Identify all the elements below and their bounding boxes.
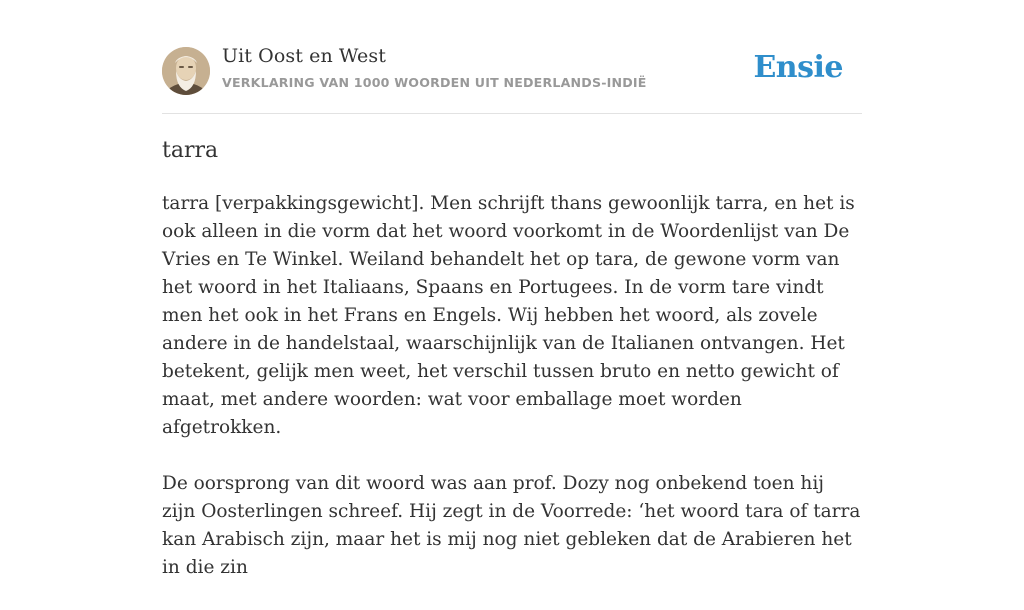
page (162, 0, 862, 578)
source-title[interactable]: Uit Oost en West (222, 45, 386, 67)
entry-content (162, 190, 862, 610)
source-header (162, 0, 862, 114)
portrait-icon[interactable] (162, 47, 210, 95)
entry-paragraph: De oorsprong van dit woord was aan prof. Dozy nog onbekend toen hij zijn Oosterlingen schreef. Hij zegt in de Voorrede: ‘het woord tara of tarra kan Arabisch zijn, maar het is mij nog niet gebleken dat de Arabieren het in die zin (162, 473, 861, 578)
source-subtitle: VERKLARING VAN 1000 WOORDEN UIT NEDERLANDS-INDIË (222, 75, 647, 90)
entry-title: tarra (162, 138, 219, 163)
entry-paragraph: tarra [verpakkingsgewicht]. Men schrijft thans gewoonlijk tarra, en het is ook alleen in die vorm dat het woord voorkomt in de Woordenlijst van De Vries en Te Winkel. Weiland behandelt het op tara, de gewone vorm van het woord in het Italiaans, Spaans en Portugees. In de vorm tare vindt men het ook in het Frans en Engels. Wij hebben het woord, als zovele andere in de handelstaal, waarschijnlijk van de Italianen ontvangen. Het betekent, gelijk men weet, het verschil tussen bruto en netto gewicht of maat, met andere woorden: wat voor emballage moet worden afgetrokken. (162, 193, 855, 438)
ensie-logo[interactable]: Ensie (753, 50, 843, 85)
